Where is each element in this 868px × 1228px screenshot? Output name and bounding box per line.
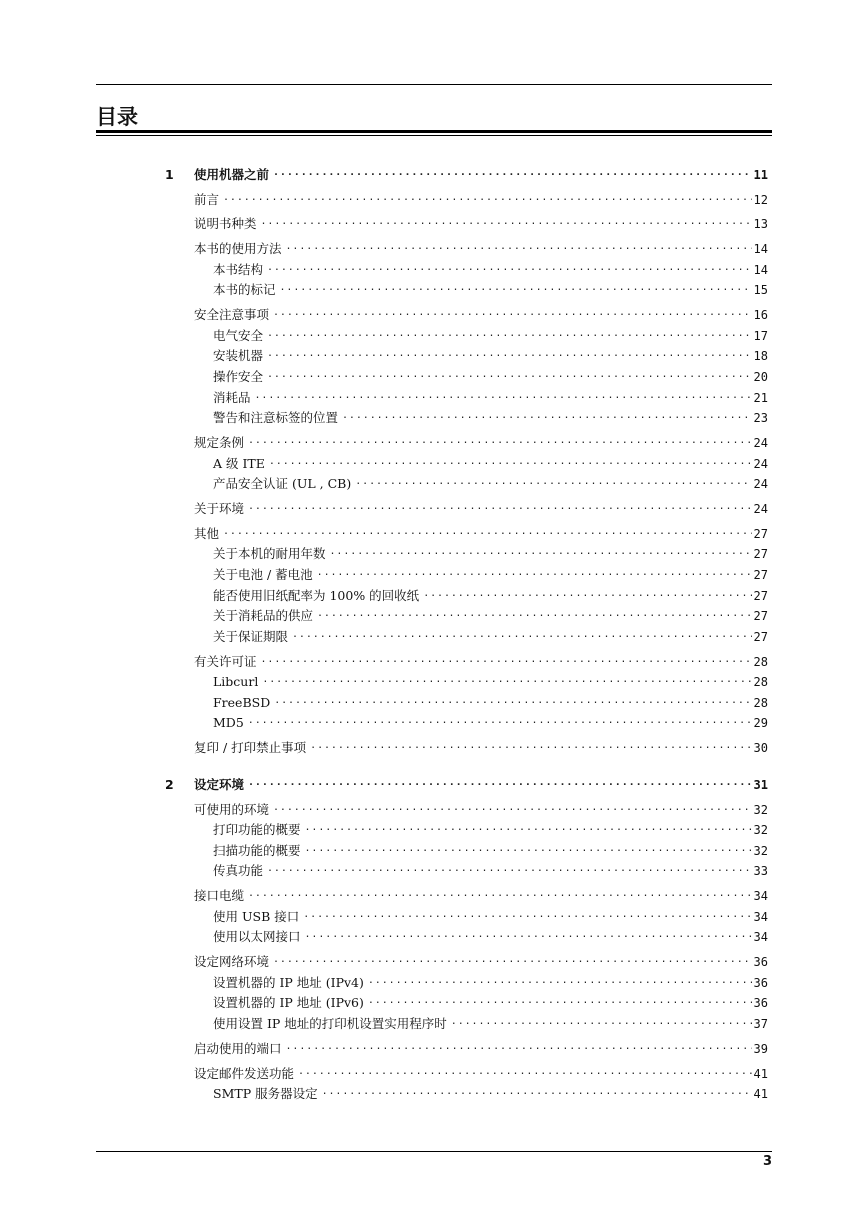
toc-section-entry[interactable] xyxy=(194,216,768,232)
toc-section-entry[interactable] xyxy=(194,1041,768,1057)
page-number: 3 xyxy=(762,1154,772,1169)
dot-leader xyxy=(248,433,752,449)
entry-title: 扫描功能的概要 xyxy=(213,842,301,858)
entry-page-number: 18 xyxy=(753,349,768,364)
entry-page-number: 36 xyxy=(753,975,768,990)
footer-rule xyxy=(96,1151,772,1152)
entry-page-number: 41 xyxy=(753,1087,768,1102)
entry-page-number: 33 xyxy=(753,864,768,879)
entry-title: 安装机器 xyxy=(213,348,264,364)
toc-section-entry[interactable] xyxy=(194,888,768,904)
entry-title: Libcurl xyxy=(213,674,259,690)
dot-leader xyxy=(322,1084,752,1100)
entry-page-number: 28 xyxy=(753,695,768,710)
toc-subsection-entry[interactable] xyxy=(213,929,768,945)
dot-leader xyxy=(305,927,752,943)
toc-subsection-entry[interactable] xyxy=(213,588,768,604)
entry-title: 传真功能 xyxy=(213,863,264,879)
chapter-number: 1 xyxy=(165,167,174,182)
toc-section-entry[interactable] xyxy=(194,740,768,756)
toc-subsection-entry[interactable] xyxy=(213,629,768,645)
entry-title: 关于电池 / 蓄电池 xyxy=(213,566,313,582)
toc-subsection-entry[interactable] xyxy=(213,390,768,406)
toc-subsection-entry[interactable] xyxy=(213,348,768,364)
dot-leader xyxy=(423,586,751,602)
toc-subsection-entry[interactable] xyxy=(213,456,768,472)
dot-leader xyxy=(298,1064,752,1080)
entry-page-number: 30 xyxy=(753,741,768,756)
chapter-title: 设定环境 xyxy=(194,777,245,792)
toc-subsection-entry[interactable] xyxy=(213,608,768,624)
entry-page-number: 20 xyxy=(753,369,768,384)
entry-title: 使用设置 IP 地址的打印机设置实用程序时 xyxy=(213,1015,447,1031)
entry-page-number: 32 xyxy=(753,823,768,838)
entry-title: 安全注意事项 xyxy=(194,307,270,323)
entry-title: 设定邮件发送功能 xyxy=(194,1065,295,1081)
toc-section-entry[interactable] xyxy=(194,192,768,208)
entry-page-number: 14 xyxy=(753,262,768,277)
entry-title: 其他 xyxy=(194,525,220,541)
entry-title: 可使用的环境 xyxy=(194,801,270,817)
entry-title: 使用以太网接口 xyxy=(213,929,301,945)
entry-title: SMTP 服务器设定 xyxy=(213,1086,318,1102)
entry-title: 本书结构 xyxy=(213,261,264,277)
entry-page-number: 27 xyxy=(753,567,768,582)
entry-page-number: 27 xyxy=(753,629,768,644)
entry-title: 关于保证期限 xyxy=(213,628,289,644)
chapter-page-number: 31 xyxy=(753,778,768,792)
dot-leader xyxy=(248,713,752,729)
entry-title: FreeBSD xyxy=(213,694,271,710)
dot-leader xyxy=(317,606,752,622)
dot-leader xyxy=(451,1014,752,1030)
toc-subsection-entry[interactable] xyxy=(213,1016,768,1032)
entry-page-number: 23 xyxy=(753,411,768,426)
entry-page-number: 29 xyxy=(753,716,768,731)
title-underline xyxy=(96,130,772,133)
entry-title: 启动使用的端口 xyxy=(194,1040,282,1056)
toc-subsection-entry[interactable] xyxy=(213,1086,768,1102)
entry-title: 本书的使用方法 xyxy=(194,241,282,257)
dot-leader xyxy=(303,907,751,923)
dot-leader xyxy=(330,544,752,560)
dot-leader xyxy=(273,800,752,816)
dot-leader xyxy=(248,886,752,902)
toc-subsection-entry[interactable] xyxy=(213,674,768,690)
toc-section-entry[interactable] xyxy=(194,1066,768,1082)
dot-leader xyxy=(273,165,752,181)
entry-title: 设定网络环境 xyxy=(194,954,270,970)
entry-title: 设置机器的 IP 地址 (IPv4) xyxy=(213,974,364,990)
toc-subsection-entry[interactable] xyxy=(213,695,768,711)
entry-page-number: 24 xyxy=(753,501,768,516)
toc-subsection-entry[interactable] xyxy=(213,262,768,278)
toc-section-entry[interactable] xyxy=(194,954,768,970)
entry-title: 产品安全认证 (UL , CB) xyxy=(213,476,352,492)
dot-leader xyxy=(262,672,751,688)
entry-page-number: 21 xyxy=(753,390,768,405)
entry-page-number: 24 xyxy=(753,435,768,450)
entry-title: 规定条例 xyxy=(194,434,245,450)
toc-subsection-entry[interactable] xyxy=(213,546,768,562)
dot-leader xyxy=(355,474,751,490)
dot-leader xyxy=(261,214,752,230)
entry-title: 使用 USB 接口 xyxy=(213,908,300,924)
toc-subsection-entry[interactable] xyxy=(213,715,768,731)
entry-title: 前言 xyxy=(194,191,220,207)
entry-title: 复印 / 打印禁止事项 xyxy=(194,740,307,756)
entry-title: 本书的标记 xyxy=(213,282,276,298)
page-title: 目录 xyxy=(96,105,138,129)
toc-section-entry[interactable] xyxy=(194,241,768,257)
entry-page-number: 39 xyxy=(753,1041,768,1056)
chapter-page-number: 11 xyxy=(753,168,768,182)
dot-leader xyxy=(267,346,752,362)
entry-title: 关于消耗品的供应 xyxy=(213,608,314,624)
entry-page-number: 37 xyxy=(753,1016,768,1031)
entry-page-number: 15 xyxy=(753,283,768,298)
header-rule xyxy=(96,84,772,85)
entry-page-number: 34 xyxy=(753,889,768,904)
toc-subsection-entry[interactable] xyxy=(213,995,768,1011)
entry-title: 关于本机的耐用年数 xyxy=(213,546,326,562)
entry-page-number: 28 xyxy=(753,654,768,669)
dot-leader xyxy=(274,693,751,709)
entry-page-number: 27 xyxy=(753,588,768,603)
entry-page-number: 27 xyxy=(753,547,768,562)
toc-chapter-entry[interactable] xyxy=(165,167,768,183)
entry-title: 有关许可证 xyxy=(194,653,257,669)
dot-leader xyxy=(310,738,751,754)
entry-page-number: 27 xyxy=(753,609,768,624)
toc-section-entry[interactable] xyxy=(194,526,768,542)
toc-section-entry[interactable] xyxy=(194,307,768,323)
entry-page-number: 24 xyxy=(753,477,768,492)
toc-subsection-entry[interactable] xyxy=(213,282,768,298)
entry-page-number: 32 xyxy=(753,802,768,817)
dot-leader xyxy=(223,524,752,540)
chapter-title: 使用机器之前 xyxy=(194,167,270,182)
toc-subsection-entry[interactable] xyxy=(213,975,768,991)
dot-leader xyxy=(368,993,752,1009)
dot-leader xyxy=(273,305,752,321)
dot-leader xyxy=(286,239,752,255)
title-underline-thin xyxy=(96,135,772,136)
dot-leader xyxy=(280,280,752,296)
entry-page-number: 13 xyxy=(753,217,768,232)
toc-section-entry[interactable] xyxy=(194,654,768,670)
toc-subsection-entry[interactable] xyxy=(213,328,768,344)
dot-leader xyxy=(286,1039,752,1055)
dot-leader xyxy=(267,260,752,276)
dot-leader xyxy=(273,952,752,968)
dot-leader xyxy=(255,388,752,404)
entry-title: 设置机器的 IP 地址 (IPv6) xyxy=(213,995,364,1011)
entry-title: MD5 xyxy=(213,715,244,731)
entry-page-number: 24 xyxy=(753,456,768,471)
dot-leader xyxy=(248,775,752,791)
toc-chapter-entry[interactable] xyxy=(165,777,768,793)
entry-title: 说明书种类 xyxy=(194,216,257,232)
entry-page-number: 27 xyxy=(753,526,768,541)
entry-title: A 级 ITE xyxy=(213,455,265,471)
entry-page-number: 28 xyxy=(753,675,768,690)
toc-subsection-entry[interactable] xyxy=(213,410,768,426)
entry-title: 警告和注意标签的位置 xyxy=(213,410,339,426)
toc-section-entry[interactable] xyxy=(194,435,768,451)
dot-leader xyxy=(342,408,752,424)
entry-page-number: 14 xyxy=(753,242,768,257)
toc-subsection-entry[interactable] xyxy=(213,863,768,879)
dot-leader xyxy=(267,367,752,383)
toc-section-entry[interactable] xyxy=(194,501,768,517)
entry-page-number: 34 xyxy=(753,930,768,945)
toc-subsection-entry[interactable] xyxy=(213,909,768,925)
entry-page-number: 16 xyxy=(753,308,768,323)
dot-leader xyxy=(317,565,752,581)
entry-page-number: 12 xyxy=(753,192,768,207)
dot-leader xyxy=(223,190,752,206)
toc-subsection-entry[interactable] xyxy=(213,843,768,859)
entry-title: 接口电缆 xyxy=(194,888,245,904)
toc-subsection-entry[interactable] xyxy=(213,369,768,385)
toc-section-entry[interactable] xyxy=(194,802,768,818)
entry-title: 关于环境 xyxy=(194,500,245,516)
toc-subsection-entry[interactable] xyxy=(213,476,768,492)
entry-page-number: 36 xyxy=(753,996,768,1011)
entry-title: 电气安全 xyxy=(213,327,264,343)
dot-leader xyxy=(248,499,752,515)
entry-title: 打印功能的概要 xyxy=(213,822,301,838)
entry-page-number: 32 xyxy=(753,843,768,858)
chapter-number: 2 xyxy=(165,777,174,792)
dot-leader xyxy=(292,627,752,643)
dot-leader xyxy=(267,326,752,342)
entry-title: 消耗品 xyxy=(213,389,251,405)
entry-page-number: 34 xyxy=(753,909,768,924)
entry-page-number: 41 xyxy=(753,1066,768,1081)
entry-title: 操作安全 xyxy=(213,368,264,384)
dot-leader xyxy=(267,861,752,877)
entry-page-number: 17 xyxy=(753,328,768,343)
toc-subsection-entry[interactable] xyxy=(213,567,768,583)
entry-title: 能否使用旧纸配率为 100% 的回收纸 xyxy=(213,587,420,603)
dot-leader xyxy=(305,820,752,836)
dot-leader xyxy=(269,454,752,470)
toc-subsection-entry[interactable] xyxy=(213,822,768,838)
entry-page-number: 36 xyxy=(753,955,768,970)
dot-leader xyxy=(305,841,752,857)
dot-leader xyxy=(261,652,752,668)
dot-leader xyxy=(368,973,752,989)
